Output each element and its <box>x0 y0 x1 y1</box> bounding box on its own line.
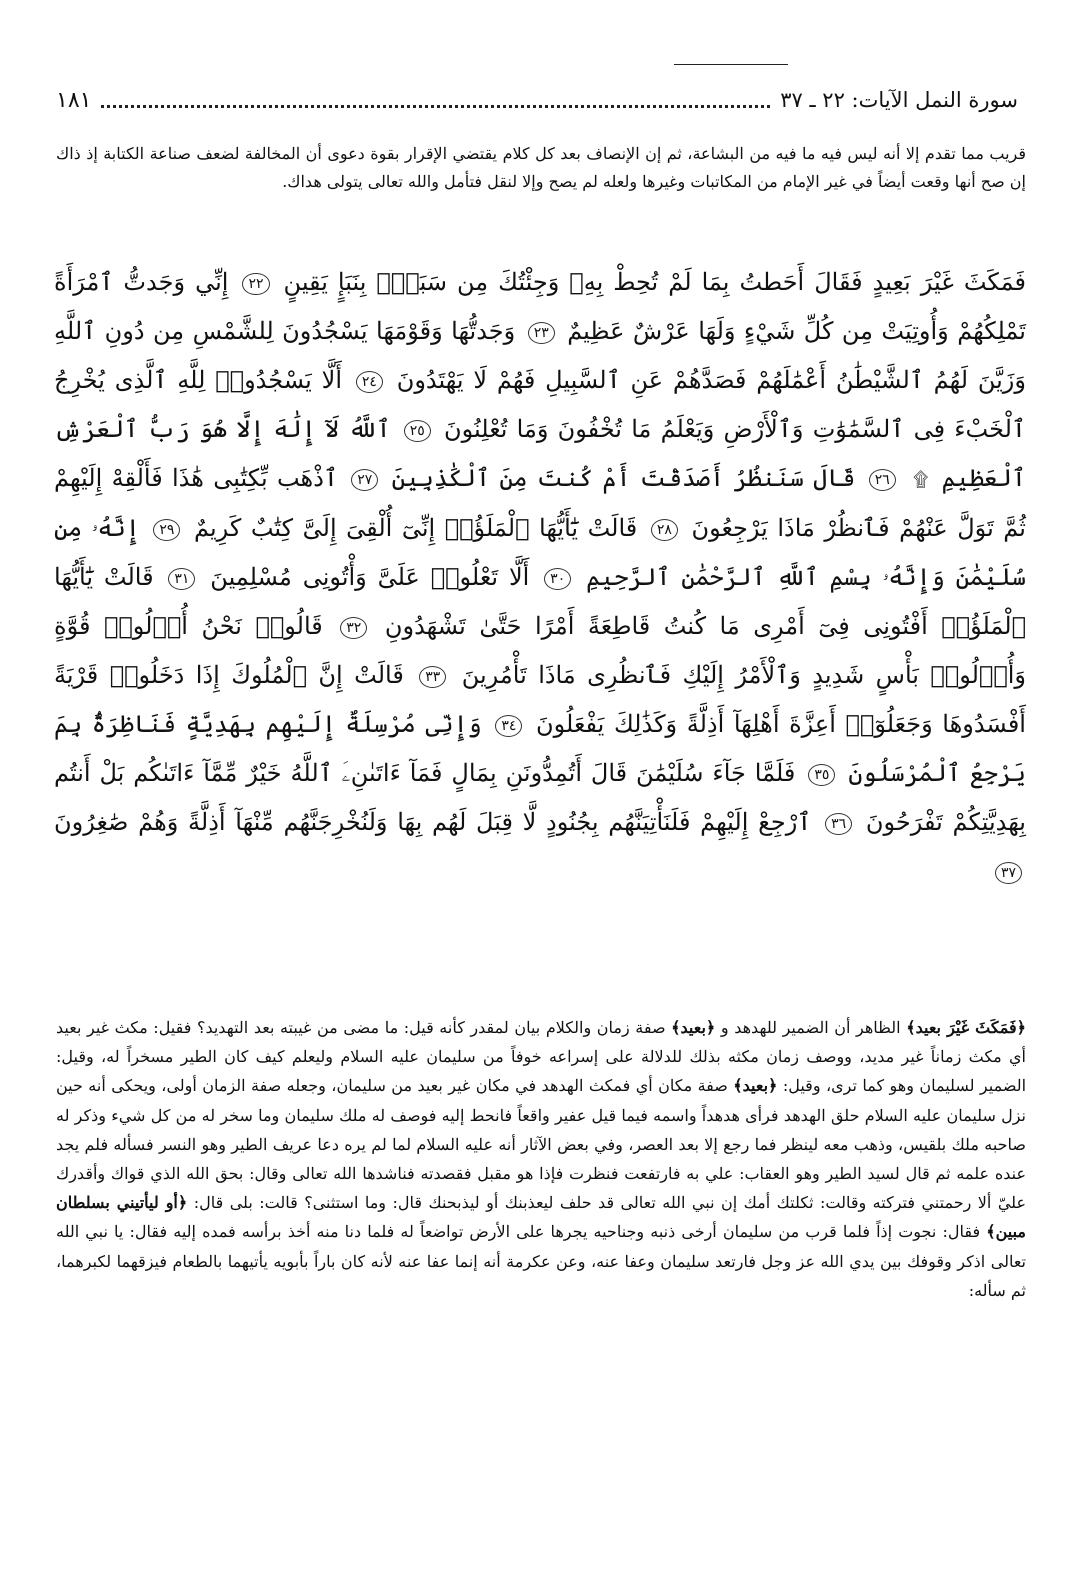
ayah-number-30: ٣٠ <box>544 568 571 590</box>
ayah-number-37: ٣٧ <box>995 862 1022 884</box>
verse-23: إِنِّي وَجَدتُّ ٱمْرَأَةً تَمْلِكُهُمْ وَأُوتِيَتْ مِن كُلِّ شَيْءٍ وَلَهَا عَرْشٌ عَظِيمٌ <box>54 268 1026 345</box>
verse-26: ٱللَّهُ لَآ إِلَٰهَ إِلَّا هُوَ رَبُّ ٱلْعَرْشِ ٱلْعَظِيمِ <box>54 415 1026 492</box>
ayah-number-27: ٢٧ <box>351 469 378 491</box>
ayah-number-33: ٣٣ <box>419 666 446 688</box>
ayah-number-31: ٣١ <box>168 568 195 590</box>
ayah-number-22: ٢٢ <box>242 273 269 295</box>
ayah-number-24: ٢٤ <box>356 371 383 393</box>
verse-28: ٱذْهَب بِّكِتَٰبِى هَٰذَا فَأَلْقِهْ إِلَيْهِمْ ثُمَّ تَوَلَّ عَنْهُمْ فَٱنظُرْ مَاذَا يَرْجِعُونَ <box>54 464 1026 542</box>
quote-open-bracket: ﴿ <box>1016 1018 1026 1037</box>
quote-close-bracket: ﴾ <box>906 1018 916 1037</box>
ayah-number-25: ٢٥ <box>404 420 431 442</box>
verse-36: فَلَمَّا جَآءَ سُلَيْمَٰنَ قَالَ أَتُمِدُّونَنِ بِمَالٍ فَمَآ ءَاتَىٰنِۦَ ٱللَّهُ خَيْرٌ مِّمَّآ ءَاتَىٰكُم بَلْ أَنتُم بِهَدِيَّتِكُمْ تَفْرَحُونَ <box>54 759 1026 836</box>
quoted-phrase-4: أو ليأتيني بسلطان مبين <box>56 1193 1026 1242</box>
ayah-number-34: ٣٤ <box>495 715 522 737</box>
header-dot-leader <box>101 105 770 108</box>
quote-close-bracket: ﴾ <box>733 1076 743 1096</box>
running-header <box>56 80 1018 120</box>
page-number: ١٨١ <box>56 87 92 113</box>
verse-32: قَالَتْ يَٰٓأَيُّهَا ٱلْمَلَؤُا۟ أَفْتُونِى فِىٓ أَمْرِى مَا كُنتُ قَاطِعَةً أَمْرًا حَتَّىٰ تَشْهَدُونِ <box>54 563 1027 640</box>
verse-24: وَجَدتُّهَا وَقَوْمَهَا يَسْجُدُونَ لِلشَّمْسِ مِن دُونِ ٱللَّهِ وَزَيَّنَ لَهُمُ ٱلشَّيْطَٰنُ أَعْمَٰلَهُمْ فَصَدَّهُمْ عَنِ ٱلسَّبِيلِ فَهُمْ لَا يَهْتَدُونَ <box>54 317 1026 394</box>
verse-33: قَالُوا۟ نَحْنُ أُو۟لُوا۟ قُوَّةٍ وَأُو۟لُوا۟ بَأْسٍ شَدِيدٍ وَٱلْأَمْرُ إِلَيْكِ فَٱنظُرِى مَاذَا تَأْمُرِينَ <box>54 612 1026 689</box>
ayah-number-29: ٢٩ <box>153 519 180 541</box>
intro-paragraph: قريب مما تقدم إلا أنه ليس فيه ما فيه من البشاعة، ثم إن الإنصاف بعد كل كلام يقتضي الإقرار بقوة دعوى أن المخالفة لضعف صناعة الكتابة إذ ذاك إن صح أنها وقعت أيضاً في غير الإمام من المكاتبات وغيرها ولعله لم يصح وإلا لنقل فتأمل والله تعالى يتولى هداك. <box>56 144 1026 191</box>
top-rule <box>674 64 788 65</box>
quote-close-bracket: ﴾ <box>671 1018 681 1037</box>
quran-text-block <box>54 258 1026 896</box>
quoted-phrase-3: بعيد <box>742 1076 769 1096</box>
verse-31: أَلَّا تَعْلُوا۟ عَلَىَّ وَأْتُونِى مُسْلِمِينَ <box>210 563 530 591</box>
verse-30: إِنَّهُۥ مِن سُلَيْمَٰنَ وَإِنَّهُۥ بِسْمِ ٱللَّهِ ٱلرَّحْمَٰنِ ٱلرَّحِيمِ <box>54 514 1026 591</box>
quote-open-bracket: ﴿ <box>768 1076 778 1096</box>
verse-37: ٱرْجِعْ إِلَيْهِمْ فَلَنَأْتِيَنَّهُم بِجُنُودٍ لَّا قِبَلَ لَهُم بِهَا وَلَنُخْرِجَنَّهُم مِّنْهَآ أَذِلَّةً وَهُمْ صَٰغِرُونَ <box>54 808 812 836</box>
quote-open-bracket: ﴿ <box>705 1018 716 1037</box>
commentary-2: صفة زمان والكلام بيان لمقدر كأنه قيل: ما مضى من غيبته بعد التهديد؟ فقيل: مكث غير بعيد أي مكث زماناً غير مديد، ووصف زمان مكثه بذلك للدلالة على إسراعه خوفاً من سليمان عليه السلام وليعلم كيف كان الطير مسخراً له، وقيل: الضمير لسليمان وهو كما ترى، وقيل: <box>56 1018 1027 1096</box>
commentary-4: فقال: نجوت إذاً فلما قرب من سليمان أرخى ذنبه وجناحيه يجرها على الأرض تواضعاً له فلما دنا منه أخذ برأسه فمده إليه فقال: يا نبي الله تعالى اذكر وقوفك بين يدي الله عز وجل فارتعد سليمان وعفا عنه، وعن عكرمة أنه إنما عفا عنه لأنه كان باراً بأبويه يأتيهما بالطعام فيزقهما لكبرهما، ثم سأله: <box>56 1222 1026 1300</box>
verse-29: قَالَتْ يَٰٓأَيُّهَا ٱلْمَلَؤُا۟ إِنِّىٓ أُلْقِىَ إِلَىَّ كِتَٰبٌ كَرِيمٌ <box>194 514 638 542</box>
sajda-icon: ۩ <box>913 467 929 491</box>
commentary-1: الظاهر أن الضمير للهدهد و <box>720 1018 901 1037</box>
ayah-number-32: ٣٢ <box>340 617 367 639</box>
ayah-number-28: ٢٨ <box>651 519 678 541</box>
header-title: سورة النمل الآيات: ٢٢ ـ ٣٧ <box>780 88 1018 112</box>
quote-close-bracket: ﴾ <box>986 1222 996 1242</box>
quoted-phrase-2: بعيد <box>680 1018 706 1037</box>
verse-34: قَالَتْ إِنَّ ٱلْمُلُوكَ إِذَا دَخَلُوا۟ قَرْيَةً أَفْسَدُوهَا وَجَعَلُوٓا۟ أَعِزَّةَ أَهْلِهَآ أَذِلَّةً وَكَذَٰلِكَ يَفْعَلُونَ <box>54 661 1026 738</box>
ayah-number-26: ٢٦ <box>869 469 896 491</box>
quoted-phrase-1: فَمَكَثَ غَيْرَ بعيد <box>915 1018 1017 1037</box>
ayah-number-35: ٣٥ <box>808 764 835 786</box>
quote-open-bracket: ﴿ <box>177 1193 188 1213</box>
verse-25: أَلَّا يَسْجُدُوا۟ لِلَّهِ ٱلَّذِى يُخْرِجُ ٱلْخَبْءَ فِى ٱلسَّمَٰوَٰتِ وَٱلْأَرْضِ وَيَعْلَمُ مَا تُخْفُونَ وَمَا تُعْلِنُونَ <box>54 366 1026 443</box>
commentary-3: صفة مكان أي فمكث الهدهد في مكان غير بعيد من سليمان، وجعله صفة الزمان أولى، ويحكى أنه حين نزل سليمان عليه السلام حلق الهدهد فرأى هدهداً واسمه فيما قيل عفير واقعاً فانحط إليه فوصف له ملك سليمان وما سخر له من كل شيء وذكر له صاحبه ملك بلقيس، وذهب معه لينظر فما رجع إلا بعد العصر، وفي بعض الآثار أنه عليه السلام لما لم يره دعا عريف الطير وهو النسر فسأله فلم يجد عنده علمه ثم قال لسيد الطير وهو العقاب: علي به فارتفعت فنظرت فإذا هو مقبل فقصدته فناشدها الله تعالى وقال: بحق الله الذي قواك وأقدرك عليّ ألا رحمتني فتركته وقالت: ثكلتك أمك إن نبي الله تعالى قد حلف ليعذبنك أو ليذبحنك قال: وما استثنى؟ قالت: بلى قال: <box>56 1076 1027 1213</box>
tafsir-paragraph <box>56 1013 1026 1305</box>
ayah-number-36: ٣٦ <box>825 813 852 835</box>
verse-35: وَإِنِّى مُرْسِلَةٌ إِلَيْهِم بِهَدِيَّةٍ فَنَاظِرَةٌۢ بِمَ يَرْجِعُ ٱلْمُرْسَلُونَ <box>54 710 1026 787</box>
verse-22: فَمَكَثَ غَيْرَ بَعِيدٍ فَقَالَ أَحَطتُ بِمَا لَمْ تُحِطْ بِهِۦ وَجِئْتُكَ مِن سَبَإٍۭ بِنَبَإٍ يَقِينٍ <box>283 268 1026 296</box>
ayah-number-23: ٢٣ <box>528 322 555 344</box>
verse-27: قَالَ سَنَنظُرُ أَصَدَقْتَ أَمْ كُنتَ مِنَ ٱلْكَٰذِبِينَ <box>391 464 856 492</box>
